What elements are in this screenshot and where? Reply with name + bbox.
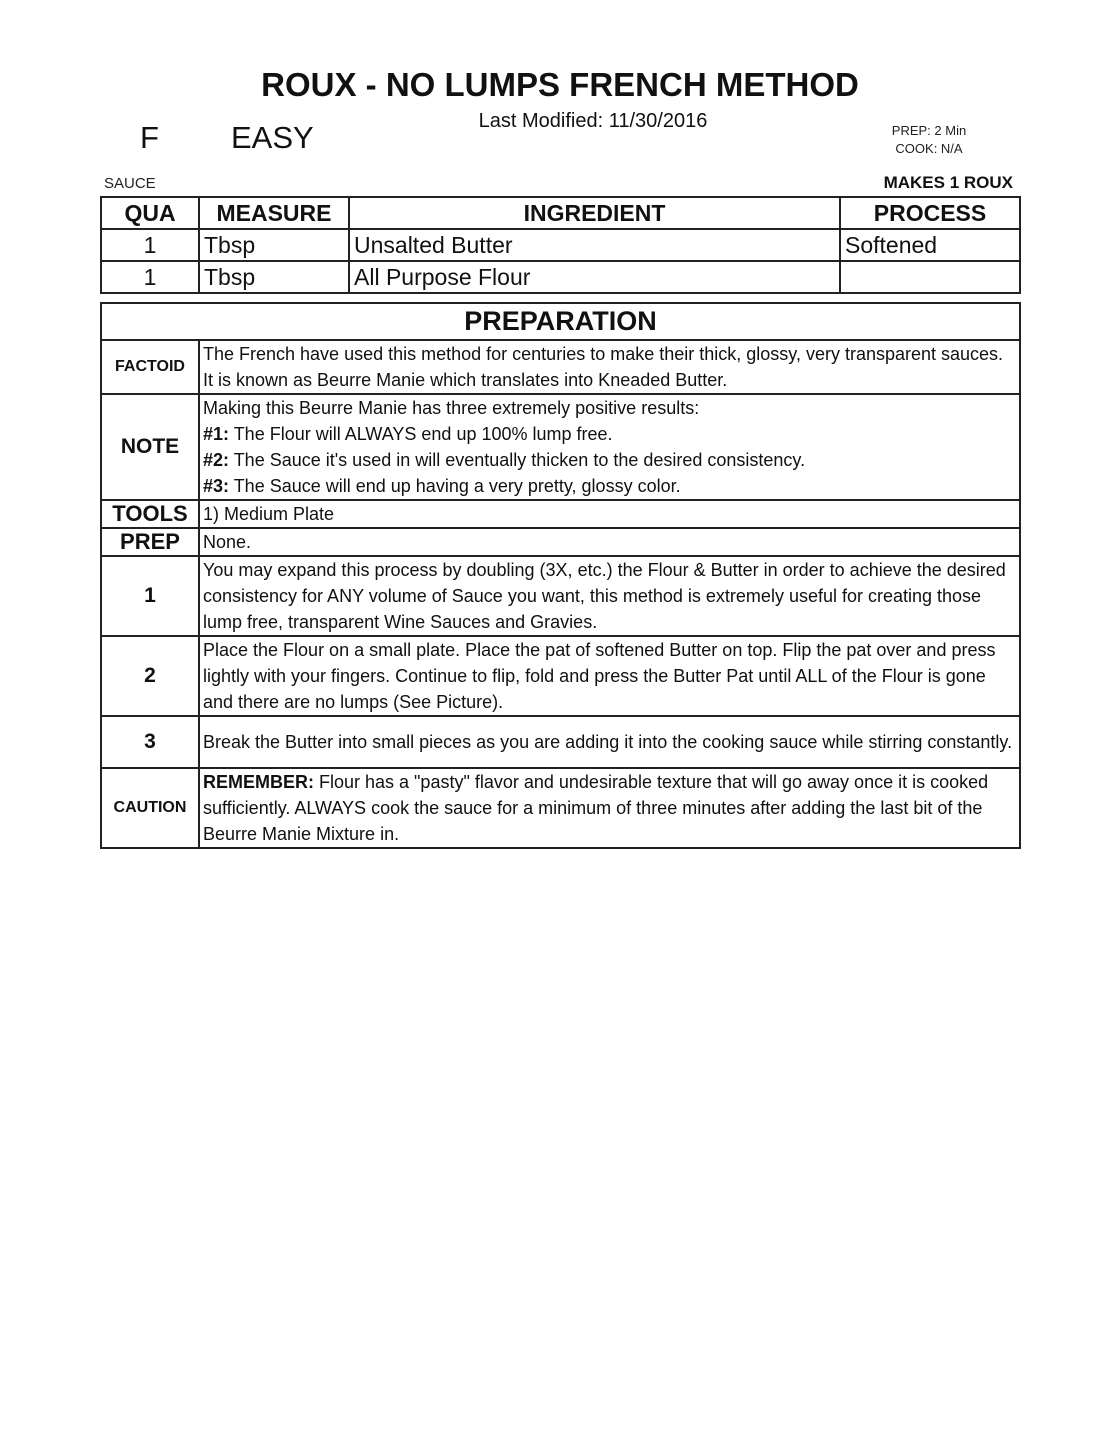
ingredient-name: Unsalted Butter — [349, 229, 840, 261]
note-item-key: #1: — [203, 424, 230, 444]
tools-text: 1) Medium Plate — [199, 500, 1020, 528]
step-text: Place the Flour on a small plate. Place the pat of softened Butter on top. Flip the pat over and press lightly with your fingers. Continue to flip, fold and press the Butter Pat until ALL of the Flour is gone and there are no lumps (See Picture). — [199, 636, 1020, 716]
caution-content — [199, 768, 1020, 848]
cook-time: COOK: N/A — [895, 141, 963, 156]
prep-row — [101, 528, 1020, 556]
note-item — [203, 447, 1015, 473]
column-header-process: PROCESS — [840, 197, 1020, 229]
caution-text: Flour has a "pasty" flavor and undesirable texture that will go away once it is cooked sufficiently. ALWAYS cook the sauce for a minimum of three minutes after adding the last bit of the Beurre Manie Mixture in. — [203, 772, 989, 844]
note-item-text: The Sauce will end up having a very pretty, glossy color. — [229, 476, 681, 496]
ingredient-row — [101, 229, 1020, 261]
tools-label: TOOLS — [101, 500, 199, 528]
note-item-text: The Flour will ALWAYS end up 100% lump free. — [229, 424, 613, 444]
preparation-table — [100, 302, 1021, 849]
note-item — [203, 421, 1015, 447]
last-modified: Last Modified: 11/30/2016 — [478, 110, 708, 132]
tools-row — [101, 500, 1020, 528]
step-row — [101, 636, 1020, 716]
note-row — [101, 394, 1020, 500]
step-text: You may expand this process by doubling (3X, etc.) the Flour & Butter in order to achieve the desired consistency for ANY volume of Sauce you want, this method is extremely useful for creating those lump free, transparent Wine Sauces and Gravies. — [199, 556, 1020, 636]
step-row — [101, 556, 1020, 636]
caution-label: CAUTION — [101, 768, 199, 848]
ingredient-qty: 1 — [101, 261, 199, 293]
ingredients-table — [100, 196, 1021, 294]
ingredient-process — [840, 261, 1020, 293]
caution-key: REMEMBER: — [203, 772, 314, 792]
ingredients-header-row — [101, 197, 1020, 229]
ingredient-name: All Purpose Flour — [349, 261, 840, 293]
note-intro: Making this Beurre Manie has three extremely positive results: — [203, 398, 700, 418]
recipe-title: ROUX - NO LUMPS FRENCH METHOD — [261, 66, 859, 103]
step-number: 3 — [101, 716, 199, 768]
factoid-text: The French have used this method for centuries to make their thick, glossy, very transparent sauces. It is known as Beurre Manie which translates into Kneaded Butter. — [199, 340, 1020, 394]
step-row — [101, 716, 1020, 768]
ingredient-row — [101, 261, 1020, 293]
ingredient-measure: Tbsp — [199, 261, 349, 293]
column-header-measure: MEASURE — [199, 197, 349, 229]
ingredient-qty: 1 — [101, 229, 199, 261]
prep-text: None. — [199, 528, 1020, 556]
note-item-key: #2: — [203, 450, 230, 470]
column-header-ingredient: INGREDIENT — [349, 197, 840, 229]
difficulty-level: EASY — [231, 120, 314, 155]
factoid-label: FACTOID — [101, 340, 199, 394]
factoid-row — [101, 340, 1020, 394]
preparation-header-row — [101, 303, 1020, 340]
step-number: 2 — [101, 636, 199, 716]
note-label: NOTE — [101, 394, 199, 500]
step-number: 1 — [101, 556, 199, 636]
note-item-text: The Sauce it's used in will eventually thicken to the desired consistency. — [229, 450, 806, 470]
column-header-qua: QUA — [101, 197, 199, 229]
recipe-category: SAUCE — [104, 175, 156, 192]
ingredient-measure: Tbsp — [199, 229, 349, 261]
note-content — [199, 394, 1020, 500]
step-text: Break the Butter into small pieces as you are adding it into the cooking sauce while stirring constantly. — [199, 716, 1020, 768]
preparation-title: PREPARATION — [101, 303, 1020, 340]
note-item — [203, 473, 1015, 499]
time-info — [870, 122, 988, 158]
caution-row — [101, 768, 1020, 848]
recipe-yield: MAKES 1 ROUX — [883, 173, 1013, 192]
note-item-key: #3: — [203, 476, 230, 496]
prep-time: PREP: 2 Min — [891, 123, 967, 138]
prep-label: PREP — [101, 528, 199, 556]
recipe-grade: F — [140, 120, 159, 155]
ingredient-process: Softened — [840, 229, 1020, 261]
